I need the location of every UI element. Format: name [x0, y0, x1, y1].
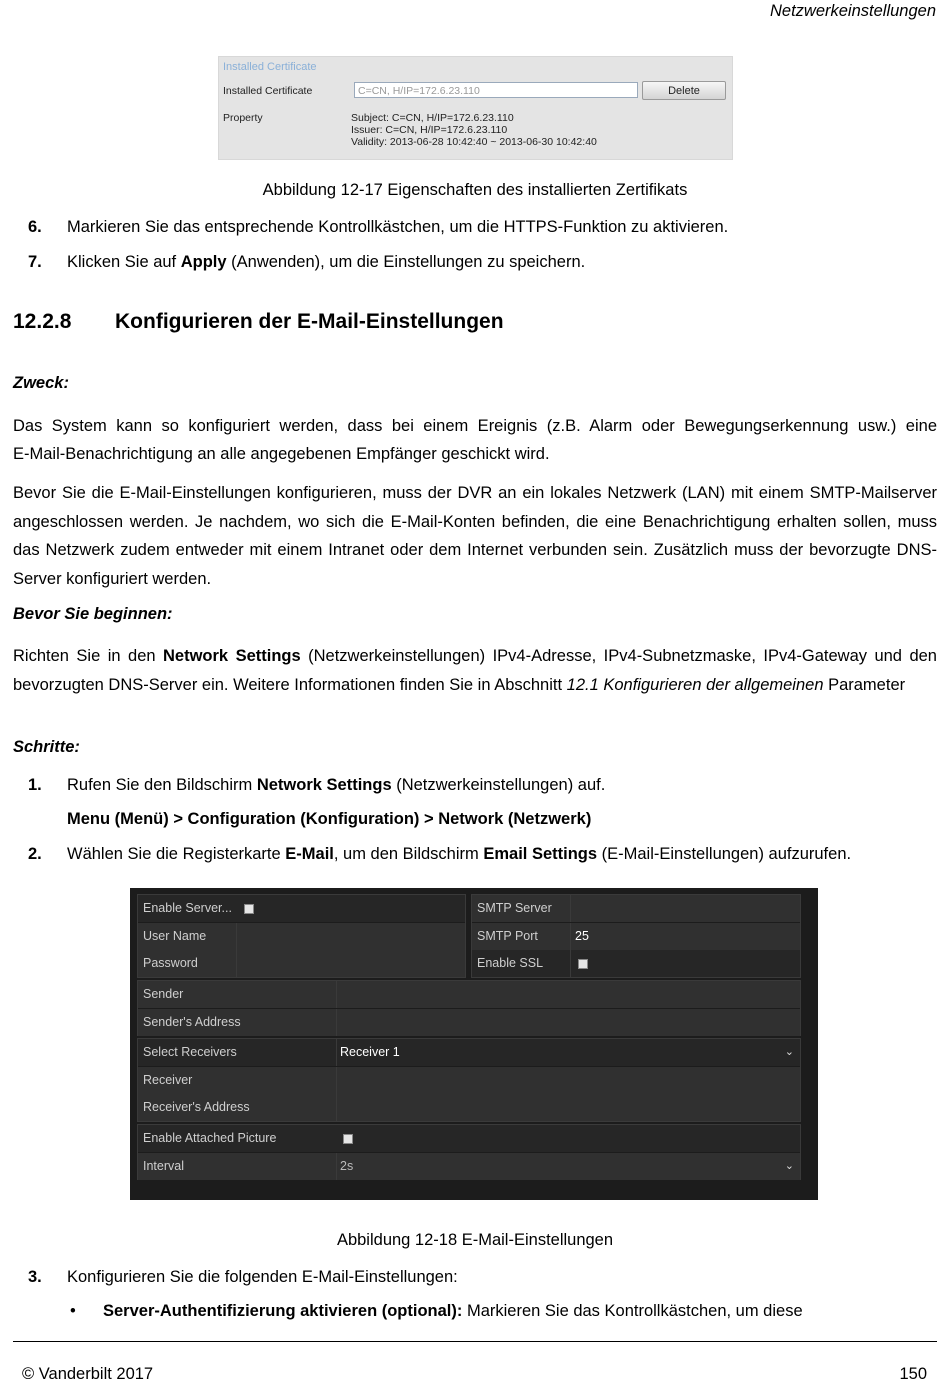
select-receivers-dropdown[interactable] — [337, 1039, 800, 1066]
receiver-label: Receiver — [143, 1073, 193, 1087]
step-number: 6. — [28, 218, 42, 236]
sender-label: Sender — [143, 987, 184, 1001]
purpose-paragraph-1: Das System kann so konfiguriert werden, dass bei einem Ereignis (z.B. Alarm oder Bewegungserkennung usw.) eine E-Mail-Benachrichtigung an alle angegebenen Empfänger geschickt wird. — [13, 417, 937, 463]
receiver-address-row — [138, 1094, 800, 1121]
purpose-paragraph-2: Bevor Sie die E-Mail-Einstellungen konfigurieren, muss der DVR an ein lokales Netzwerk (LAN) mit einem SMTP-Mailserver angeschlossen werden. Je nachdem, wo sich die E-Mail-Konten befinden, die eine Benachrichtigung erhalten sollen, muss das Netzwerk zudem entweder mit einem Intranet oder dem Internet verbunden sein. Zusätzlich muss der bevorzugte DNS-Server konfiguriert werden. — [13, 484, 937, 588]
installed-certificate-panel — [218, 56, 733, 160]
smtp-port-row — [472, 923, 800, 950]
before-paragraph: Richten Sie in den Network Settings (Netzwerkeinstellungen) IPv4-Adresse, IPv4-Subnetzmaske, IPv4-Gateway und den bevorzugten DNS-Server ein. Weitere Informationen finden Sie in Abschnitt 12.1 Konfigurieren der allgemeinen Parameter — [13, 647, 937, 694]
email-settings-panel — [130, 888, 818, 1200]
footer-divider — [13, 1341, 937, 1342]
sender-address-label: Sender's Address — [143, 1015, 241, 1029]
receiver-group — [137, 1038, 801, 1122]
step-number: 1. — [28, 776, 42, 794]
password-row — [138, 950, 465, 977]
section-title: Konfigurieren der E-Mail-Einstellungen — [115, 310, 504, 333]
smtp-port-input[interactable]: 25 — [575, 929, 589, 943]
enable-ssl-label: Enable SSL — [477, 956, 544, 970]
interval-value: 2s — [340, 1159, 354, 1173]
step-text: Wählen Sie die Registerkarte E-Mail, um den Bildschirm Email Settings (E-Mail-Einstellungen) aufzurufen. — [67, 845, 852, 863]
sender-input[interactable] — [337, 981, 800, 1008]
menu-path: Menu (Menü) > Configuration (Konfiguration) > Network (Netzwerk) — [67, 810, 592, 828]
enable-server-checkbox[interactable] — [244, 904, 254, 914]
running-header: Netzwerkeinstellungen — [769, 2, 936, 20]
smtp-port-label: SMTP Port — [477, 929, 538, 943]
enable-ssl-row — [472, 950, 800, 977]
certificate-validity: Validity: 2013-06-28 10:42:40 ~ 2013-06-30 10:42:40 — [351, 136, 597, 148]
interval-label: Interval — [143, 1159, 184, 1173]
password-label: Password — [143, 956, 198, 970]
enable-ssl-checkbox[interactable] — [578, 959, 588, 969]
enable-attached-picture-checkbox[interactable] — [343, 1134, 353, 1144]
certificate-issuer: Issuer: C=CN, H/IP=172.6.23.110 — [351, 124, 508, 136]
user-name-label: User Name — [143, 929, 207, 943]
section-number: 12.2.8 — [13, 310, 72, 333]
step-text: Rufen Sie den Bildschirm Network Settings (Netzwerkeinstellungen) auf. — [67, 776, 606, 794]
user-name-input[interactable] — [237, 923, 465, 950]
enable-server-row — [138, 895, 465, 922]
interval-row — [138, 1153, 800, 1180]
figure-caption-12-18: Abbildung 12-18 E-Mail-Einstellungen — [336, 1231, 614, 1249]
steps-heading: Schritte: — [13, 738, 80, 756]
installed-certificate-field[interactable]: C=CN, H/IP=172.6.23.110 — [354, 82, 638, 98]
certificate-section-header: Installed Certificate — [223, 61, 317, 73]
enable-attached-picture-label: Enable Attached Picture — [143, 1131, 277, 1145]
receiver-input[interactable] — [337, 1067, 800, 1094]
chevron-down-icon: ⌄ — [784, 1160, 794, 1172]
page-number: 150 — [899, 1365, 927, 1383]
select-receivers-value: Receiver 1 — [340, 1045, 400, 1059]
figure-caption-12-17: Abbildung 12-17 Eigenschaften des installierten Zertifikats — [262, 181, 688, 199]
delete-button[interactable]: Delete — [642, 81, 726, 100]
sender-row — [138, 981, 800, 1008]
interval-dropdown[interactable] — [337, 1153, 800, 1180]
attachment-group — [137, 1124, 801, 1180]
property-label: Property — [223, 112, 263, 124]
step-text: Klicken Sie auf Apply (Anwenden), um die Einstellungen zu speichern. — [67, 253, 586, 271]
certificate-subject: Subject: C=CN, H/IP=172.6.23.110 — [351, 112, 514, 124]
receiver-address-label: Receiver's Address — [143, 1100, 250, 1114]
select-receivers-row — [138, 1039, 800, 1066]
select-receivers-label: Select Receivers — [143, 1045, 237, 1059]
enable-server-label: Enable Server... — [143, 901, 232, 915]
installed-certificate-label: Installed Certificate — [223, 85, 313, 97]
user-name-row — [138, 923, 465, 950]
step-number: 3. — [28, 1268, 42, 1286]
password-input[interactable] — [237, 950, 465, 977]
step-number: 2. — [28, 845, 42, 863]
purpose-heading: Zweck: — [13, 374, 69, 392]
step-text: Markieren Sie das entsprechende Kontrollkästchen, um die HTTPS-Funktion zu aktivieren. — [67, 218, 729, 236]
step-text: Konfigurieren Sie die folgenden E-Mail-Einstellungen: — [67, 1268, 458, 1286]
smtp-server-input[interactable] — [571, 895, 800, 922]
sender-address-input[interactable] — [337, 1009, 800, 1036]
smtp-server-label: SMTP Server — [477, 901, 552, 915]
smtp-server-row — [472, 895, 800, 922]
smtp-group — [471, 894, 801, 978]
server-auth-group — [137, 894, 466, 978]
sender-group — [137, 980, 801, 1036]
before-heading: Bevor Sie beginnen: — [13, 605, 173, 623]
bullet-text: Server-Authentifizierung aktivieren (optional): Markieren Sie das Kontrollkästchen, um diese — [103, 1302, 803, 1320]
footer-copyright: © Vanderbilt 2017 — [22, 1365, 154, 1383]
step-number: 7. — [28, 253, 42, 271]
receiver-address-input[interactable] — [337, 1094, 800, 1121]
bullet-icon: • — [70, 1302, 76, 1320]
receiver-row — [138, 1067, 800, 1094]
chevron-down-icon: ⌄ — [784, 1046, 794, 1058]
enable-attached-picture-row — [138, 1125, 800, 1152]
sender-address-row — [138, 1009, 800, 1036]
